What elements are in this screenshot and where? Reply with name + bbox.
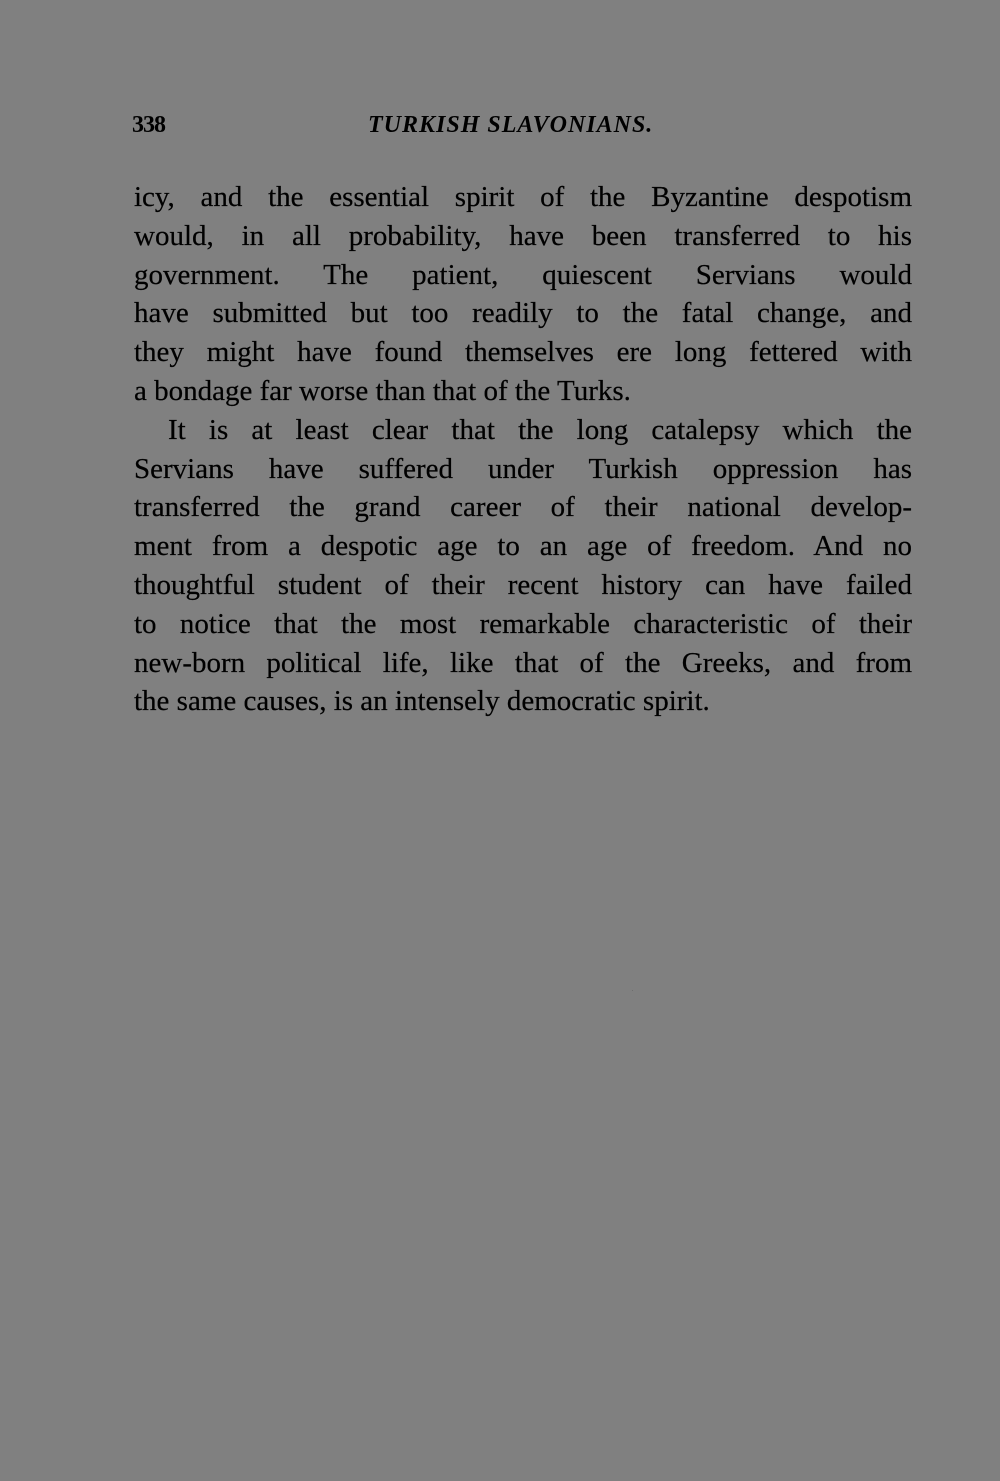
text-line: icy, and the essential spirit of the Byzantine despotism xyxy=(134,181,912,213)
text-line: to notice that the most remarkable characteristic of their xyxy=(134,607,912,640)
text-line: ment from a despotic age to an age of freedom. And no xyxy=(134,530,912,563)
text-line: have submitted but too readily to the fatal change, and xyxy=(134,297,912,330)
scan-speck xyxy=(632,990,633,991)
running-head xyxy=(132,108,912,144)
text-line: It is at least clear that the long catalepsy which the xyxy=(168,413,912,446)
text-line: Servians have suffered under Turkish oppression has xyxy=(134,452,912,485)
body-text xyxy=(134,178,912,721)
text-line: transferred the grand career of their national develop- xyxy=(134,491,912,524)
page-number: 338 xyxy=(132,112,165,138)
text-line: the same causes, is an intensely democratic spirit. xyxy=(134,685,710,718)
text-line: government. The patient, quiescent Servians would xyxy=(134,258,912,291)
text-line: a bondage far worse than that of the Turks. xyxy=(134,374,631,407)
text-line: thoughtful student of their recent history can have failed xyxy=(134,568,912,601)
text-line: they might have found themselves ere long fettered with xyxy=(134,336,912,369)
running-title: TURKISH SLAVONIANS. xyxy=(368,112,654,138)
text-line: new-born political life, like that of the Greeks, and from xyxy=(134,646,912,679)
text-line: would, in all probability, have been transferred to his xyxy=(134,219,912,252)
